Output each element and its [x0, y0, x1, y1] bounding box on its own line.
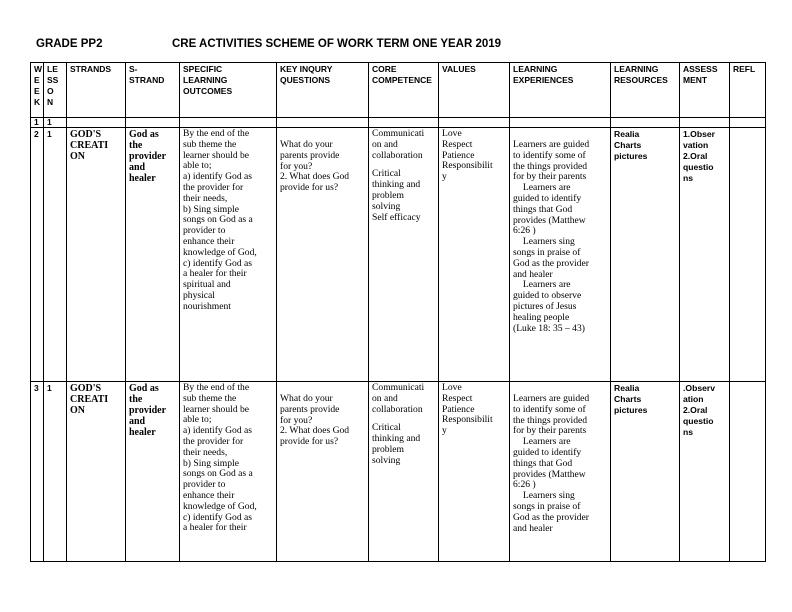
values-cell: Love Respect Patience Responsibilit y [439, 382, 510, 562]
number-row [31, 118, 766, 128]
questions-cell: What do your parents provide for you? 2. What does God provide for us? [277, 128, 369, 382]
experiences-cell: Learners are guided to identify some of the things provided for by their parents Learners are guided to identify things that God provides (Matthew 6:26 ) Learners sing songs in praise of God as the provider and healer [510, 382, 611, 562]
col-questions: KEY INQURY QUESTIONS [277, 63, 369, 118]
table-row [31, 382, 766, 562]
outcomes-cell: By the end of the sub theme the learner should be able to; a) identify God as the provider for their needs, b) Sing simple songs on God as a provider to enhance their knowledge of God, c) identify God as a healer for their spiritual and physical nourishment [180, 128, 277, 382]
col-substrand: S- STRAND [126, 63, 180, 118]
col-reflection: REFL [730, 63, 766, 118]
scheme-of-work-table [30, 62, 766, 562]
strand-cell: GOD'S CREATI ON [67, 128, 126, 382]
outcomes-cell: By the end of the sub theme the learner should be able to; a) identify God as the provider for their needs, b) Sing simple songs on God as a provider to enhance their knowledge of God, c) identify God as a healer for their [180, 382, 277, 562]
strand-cell: GOD'S CREATI ON [67, 382, 126, 562]
resources-cell: Realia Charts pictures [611, 128, 680, 382]
questions-cell: What do your parents provide for you? 2. What does God provide for us? [277, 382, 369, 562]
substrand-cell: God as the provider and healer [126, 382, 180, 562]
assessment-cell: 1.Obser vation 2.Oral questio ns [680, 128, 730, 382]
col-lesson: LE SS O N [44, 63, 67, 118]
grade-label: GRADE PP2 [36, 38, 103, 50]
col-experiences: LEARNING EXPERIENCES [510, 63, 611, 118]
competence-cell: Communicati on and collaboration Critical thinking and problem solving [369, 382, 439, 562]
table-row [31, 128, 766, 382]
competence-cell: Communicati on and collaboration Critical thinking and problem solving Self efficacy [369, 128, 439, 382]
col-resources: LEARNING RESOURCES [611, 63, 680, 118]
col-values: VALUES [439, 63, 510, 118]
col-strands: STRANDS [67, 63, 126, 118]
col-week: W E E K [31, 63, 44, 118]
values-cell: Love Respect Patience Responsibilit y [439, 128, 510, 382]
col-outcomes: SPECIFIC LEARNING OUTCOMES [180, 63, 277, 118]
week-number: 2 [31, 128, 44, 382]
resources-cell: Realia Charts pictures [611, 382, 680, 562]
page-header [36, 36, 756, 54]
reflection-cell [730, 382, 766, 562]
number-row-lesson: 1 [44, 118, 67, 128]
lesson-number: 1 [44, 382, 67, 562]
substrand-cell: God as the provider and healer [126, 128, 180, 382]
header-row [31, 63, 766, 118]
reflection-cell [730, 128, 766, 382]
experiences-cell: Learners are guided to identify some of the things provided for by their parents Learners are guided to identify things that God provides (Matthew 6:26 ) Learners sing songs in praise of God as the provider and healer Learners are guided to observe pictures of Jesus healing people (Luke 18: 35 – 43) [510, 128, 611, 382]
col-assessment: ASSESS MENT [680, 63, 730, 118]
document-title: CRE ACTIVITIES SCHEME OF WORK TERM ONE YEAR 2019 [172, 38, 502, 50]
col-competence: CORE COMPETENCE [369, 63, 439, 118]
lesson-number: 1 [44, 128, 67, 382]
assessment-cell: .Observ ation 2.Oral questio ns [680, 382, 730, 562]
number-row-week: 1 [31, 118, 44, 128]
week-number: 3 [31, 382, 44, 562]
